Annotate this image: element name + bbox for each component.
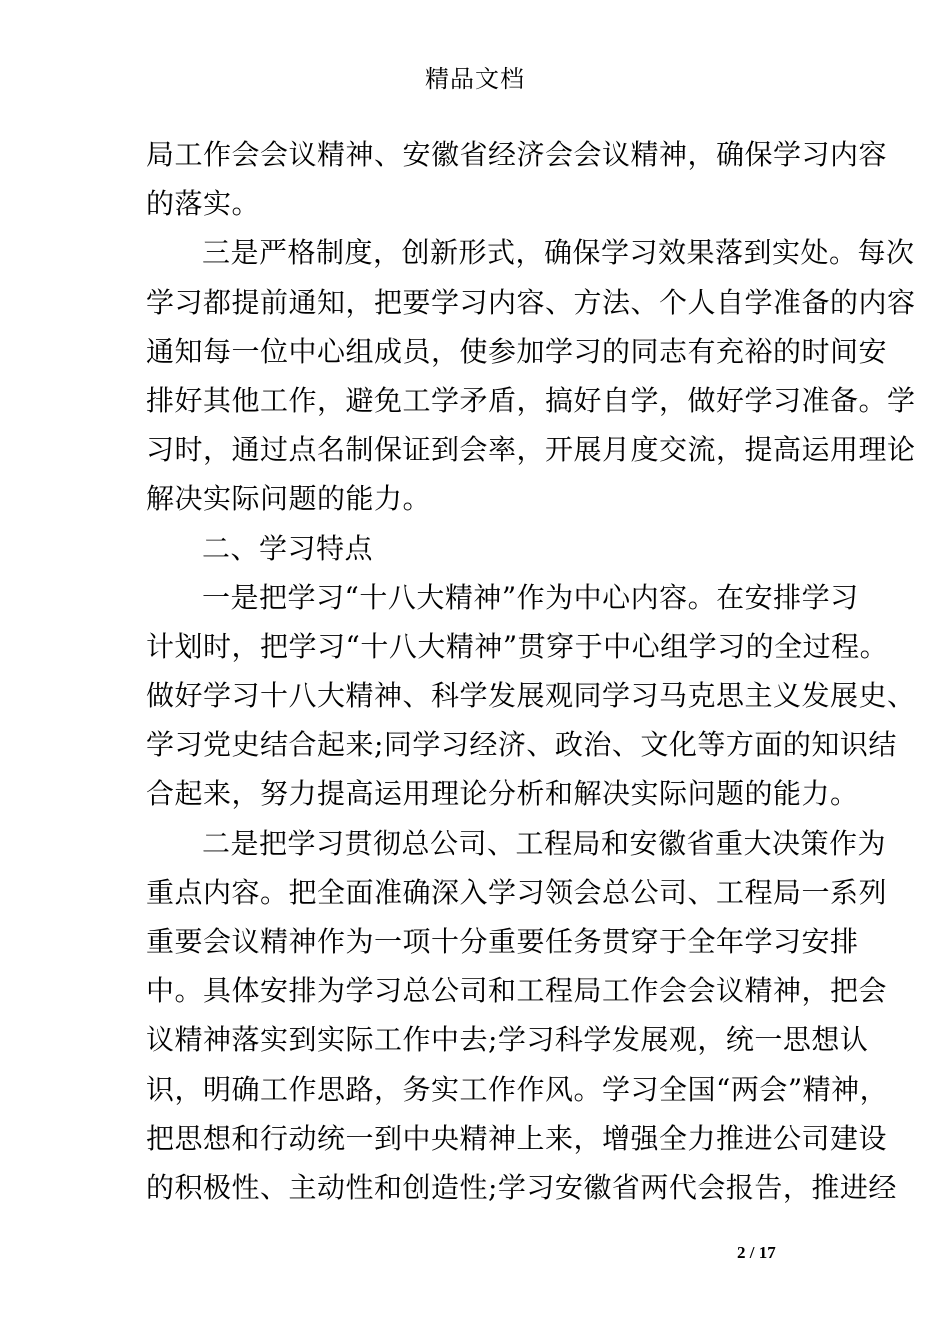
text-line: 计划时，把学习“十八大精神”贯穿于中心组学习的全过程。 bbox=[146, 629, 889, 663]
document-body bbox=[146, 130, 916, 1212]
text-line: 的积极性、主动性和创造性;学习安徽省两代会报告，推进经 bbox=[146, 1170, 897, 1204]
text-line: 重点内容。把全面准确深入学习领会总公司、工程局一系列 bbox=[146, 875, 888, 909]
text-line: 议精神落实到实际工作中去;学习科学发展观，统一思想认 bbox=[146, 1023, 869, 1057]
text-line: 中。具体安排为学习总公司和工程局工作会会议精神，把会 bbox=[146, 974, 888, 1008]
paragraph-start-line: 三是严格制度，创新形式，确保学习效果落到实处。每次 bbox=[202, 236, 915, 270]
paragraph-start-line: 一是把学习“十八大精神”作为中心内容。在安排学习 bbox=[202, 580, 859, 614]
text-line: 做好学习十八大精神、科学发展观同学习马克思主义发展史、 bbox=[146, 679, 916, 713]
text-line: 习时，通过点名制保证到会率，开展月度交流，提高运用理论 bbox=[146, 433, 916, 467]
text-line: 把思想和行动统一到中央精神上来，增强全力推进公司建设 bbox=[146, 1121, 888, 1155]
text-line: 解决实际问题的能力。 bbox=[146, 482, 432, 516]
text-line: 重要会议精神作为一项十分重要任务贯穿于全年学习安排 bbox=[146, 925, 859, 958]
text-line: 通知每一位中心组成员，使参加学习的同志有充裕的时间安 bbox=[146, 334, 888, 368]
text-line: 局工作会会议精神、安徽省经济会会议精神，确保学习内容 bbox=[146, 138, 888, 171]
text-line: 合起来，努力提高运用理论分析和解决实际问题的能力。 bbox=[146, 777, 859, 811]
paragraph-start-line: 二是把学习贯彻总公司、工程局和安徽省重大决策作为 bbox=[202, 826, 887, 860]
text-line: 学习都提前通知，把要学习内容、方法、个人自学准备的内容 bbox=[146, 285, 916, 319]
section-heading: 二、学习特点 bbox=[202, 531, 374, 565]
text-line: 的落实。 bbox=[146, 187, 261, 221]
page-number: 2 / 17 bbox=[737, 1243, 776, 1262]
text-line: 识，明确工作思路，务实工作作风。学习全国“两会”精神， bbox=[146, 1072, 889, 1106]
text-line: 排好其他工作，避免工学矛盾，搞好自学，做好学习准备。学 bbox=[146, 383, 916, 417]
text-line: 学习党史结合起来;同学习经济、政治、文化等方面的知识结 bbox=[146, 728, 897, 762]
page-header: 精品文档 bbox=[425, 65, 525, 93]
